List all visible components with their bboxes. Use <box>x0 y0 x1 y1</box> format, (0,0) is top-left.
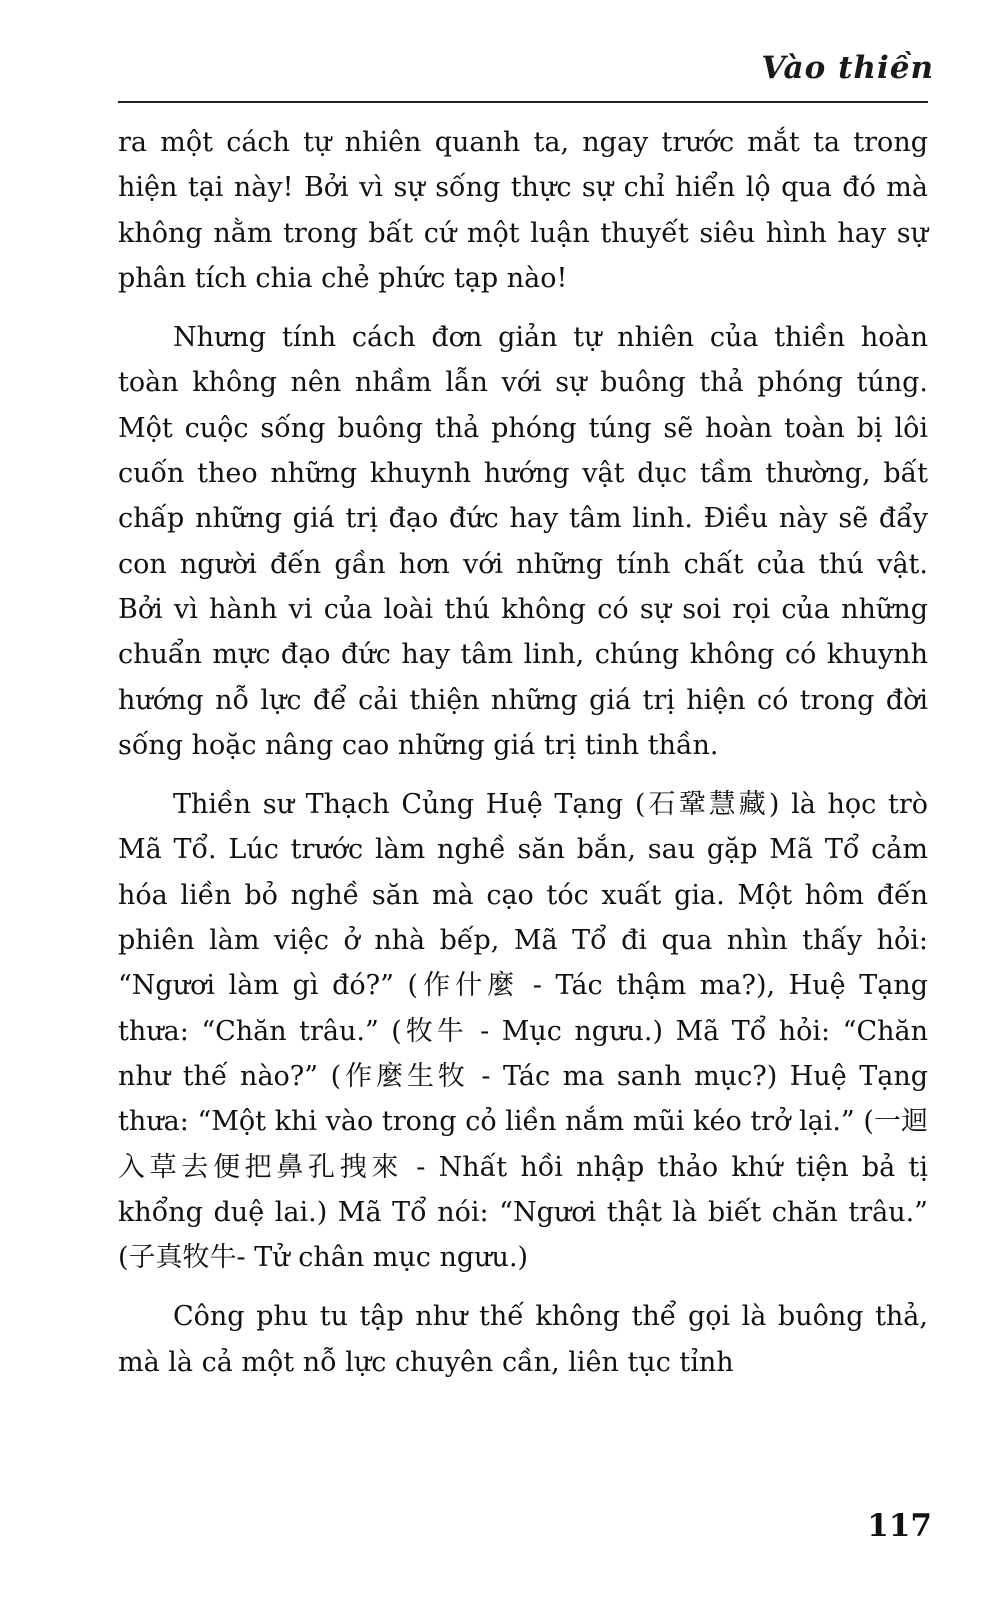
paragraph-1: ra một cách tự nhiên quanh ta, ngay trước mắt ta trong hiện tại này! Bởi vì sự sống thực sự chỉ hiển lộ qua đó mà không nằm trong bất cứ một luận thuyết siêu hình hay sự phân tích chia chẻ phức tạp nào! <box>118 127 928 294</box>
running-head-title: Vào thiền <box>761 50 934 86</box>
body-text <box>118 120 928 1399</box>
paragraph-3: Thiền sư Thạch Củng Huệ Tạng (石鞏慧藏) là học trò Mã Tổ. Lúc trước làm nghề săn bắn, sau gặp Mã Tổ cảm hóa liền bỏ nghề săn mà cạo tóc xuất gia. Một hôm đến phiên làm việc ở nhà bếp, Mã Tổ đi qua nhìn thấy hỏi: “Ngươi làm gì đó?” (作什麼 - Tác thậm ma?), Huệ Tạng thưa: “Chăn trâu.” (牧牛 - Mục ngưu.) Mã Tổ hỏi: “Chăn như thế nào?” (作麼生牧 - Tác ma sanh mục?) Huệ Tạng thưa: “Một khi vào trong cỏ liền nắm mũi kéo trở lại.” (一迴入草去便把鼻孔拽來 - Nhất hồi nhập thảo khứ tiện bả tị khổng duệ lai.) Mã Tổ nói: “Ngươi thật là biết chăn trâu.” (子真牧牛- Tử chân mục ngưu.) <box>118 789 928 1274</box>
page-number: 117 <box>867 1508 932 1544</box>
paragraph-4: Công phu tu tập như thế không thể gọi là buông thả, mà là cả một nỗ lực chuyên cần, liên tục tỉnh <box>118 1301 928 1378</box>
paragraph-2: Nhưng tính cách đơn giản tự nhiên của thiền hoàn toàn không nên nhầm lẫn với sự buông thả phóng túng. Một cuộc sống buông thả phóng túng sẽ hoàn toàn bị lôi cuốn theo những khuynh hướng vật dục tầm thường, bất chấp những giá trị đạo đức hay tâm linh. Điều này sẽ đẩy con người đến gần hơn với những tính chất của thú vật. Bởi vì hành vi của loài thú không có sự soi rọi của những chuẩn mực đạo đức hay tâm linh, chúng không có khuynh hướng nỗ lực để cải thiện những giá trị hiện có trong đời sống hoặc nâng cao những giá trị tinh thần. <box>118 322 928 761</box>
header-rule <box>118 101 928 103</box>
